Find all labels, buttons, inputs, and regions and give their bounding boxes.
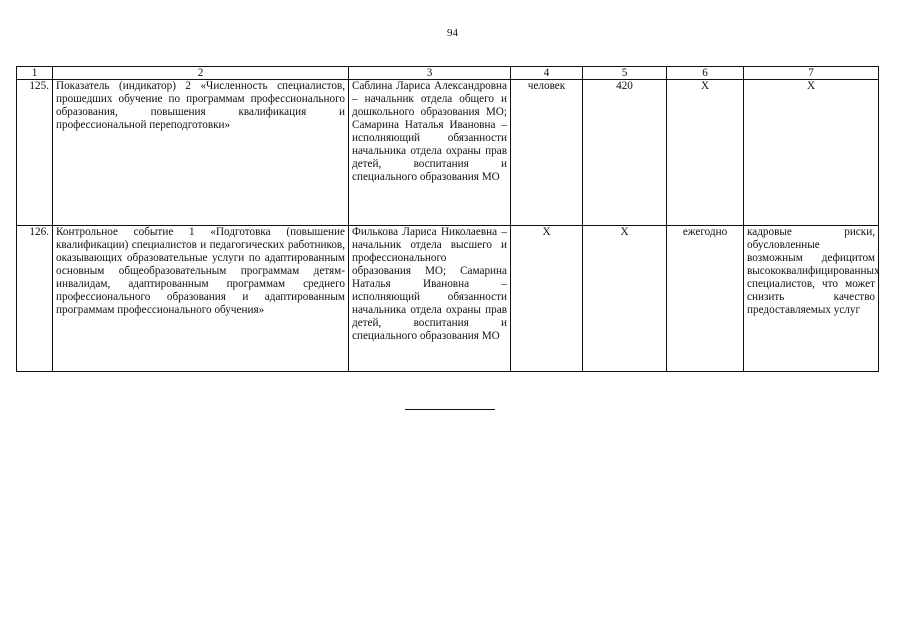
column-header: 3 bbox=[349, 67, 511, 80]
indicator-name: Контрольное событие 1 «Подготовка (повышение квалификации) специалистов и педагогических работников, оказывающих образовательные услуги по адаптированным основным общеобразовательным программам детям-инвалидам, адаптированным программам среднего профессионального образования и адаптированным программам профессионального обучения» bbox=[53, 226, 349, 372]
indicator-name: Показатель (индикатор) 2 «Численность специалистов, прошедших обучение по программам профессионального образования, повышения квалификация и профессиональной переподготовки» bbox=[53, 80, 349, 226]
responsible-persons: Филькова Лариса Николаевна – начальник отдела высшего и профессионального образования МО; Самарина Наталья Ивановна – исполняющий обязанности начальника отдела охраны прав детей, воспитания и специального образования МО bbox=[349, 226, 511, 372]
column-header: 5 bbox=[583, 67, 667, 80]
column-header: 2 bbox=[53, 67, 349, 80]
value-cell: Х bbox=[583, 226, 667, 372]
column-header: 4 bbox=[511, 67, 583, 80]
plan-table bbox=[16, 66, 879, 372]
responsible-persons: Саблина Лариса Александровна – начальник отдела общего и дошкольного образования МО; Самарина Наталья Ивановна – исполняющий обязанности начальника отдела охраны прав детей, воспитания и специального образования МО bbox=[349, 80, 511, 226]
unit-cell: человек bbox=[511, 80, 583, 226]
risk-cell: кадровые риски, обусловленные возможным дефицитом высококвалифицированных специалистов, что может снизить качество предоставляемых услуг bbox=[744, 226, 879, 372]
table-row bbox=[17, 80, 879, 226]
header-row bbox=[17, 67, 879, 80]
footer-divider bbox=[405, 409, 495, 410]
column-header: 7 bbox=[744, 67, 879, 80]
row-number: 125. bbox=[17, 80, 53, 226]
page-number: 94 bbox=[447, 27, 458, 39]
table-row bbox=[17, 226, 879, 372]
row-number: 126. bbox=[17, 226, 53, 372]
period-cell: Х bbox=[667, 80, 744, 226]
column-header: 1 bbox=[17, 67, 53, 80]
period-cell: ежегодно bbox=[667, 226, 744, 372]
risk-cell: Х bbox=[744, 80, 879, 226]
column-header: 6 bbox=[667, 67, 744, 80]
unit-cell: Х bbox=[511, 226, 583, 372]
value-cell: 420 bbox=[583, 80, 667, 226]
